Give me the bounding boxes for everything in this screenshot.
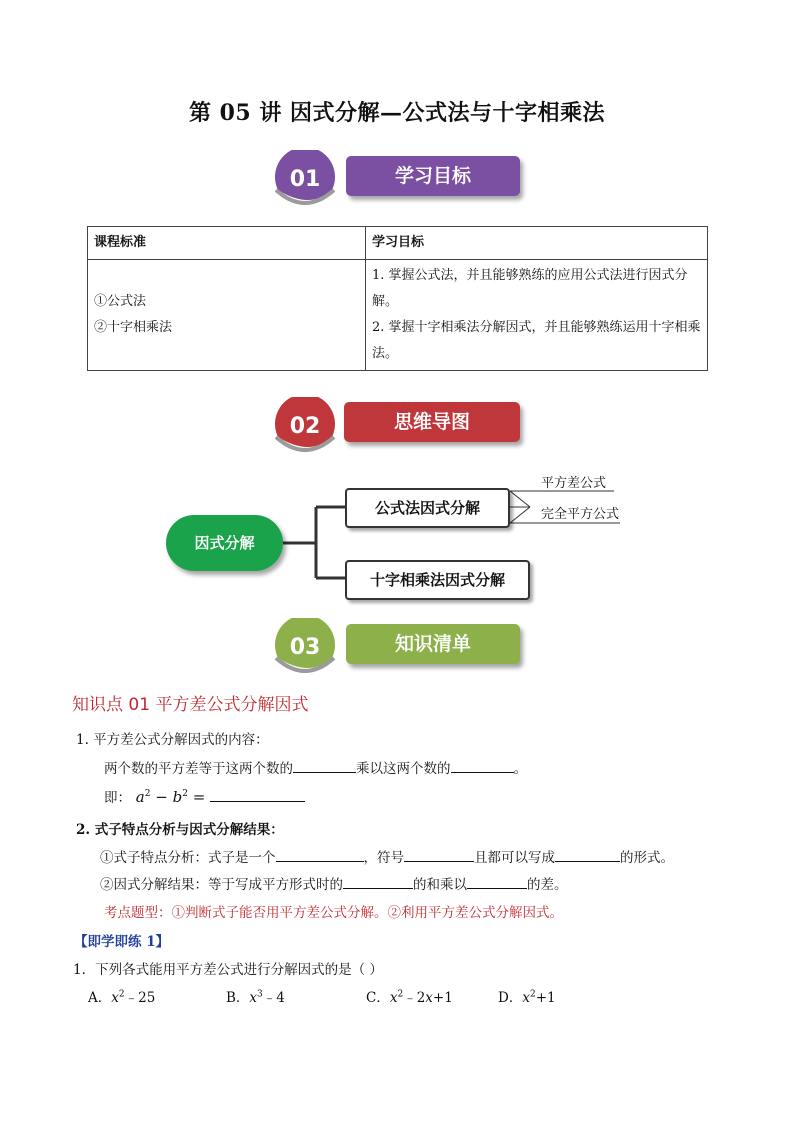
answer-blank bbox=[451, 758, 514, 773]
option-b[interactable]: B．$x^3﹣4$ bbox=[226, 989, 285, 1006]
knowledge-point-title: 知识点 01 平方差公式分解因式 bbox=[72, 695, 309, 715]
section-badge-02 bbox=[270, 397, 530, 461]
section-number: 02 bbox=[289, 414, 321, 439]
list-item: 2. 掌握十字相乘法分解因式，并且能够熟练运用十字相乘法。 bbox=[372, 320, 701, 361]
table-cell bbox=[366, 260, 708, 371]
mindmap-leaf-difference-of-squares: 平方差公式 bbox=[541, 476, 607, 491]
answer-blank bbox=[467, 874, 527, 889]
section-number: 01 bbox=[289, 167, 321, 192]
section-label: 知识清单 bbox=[346, 624, 520, 664]
question-2-analysis: ①式子特点分析：式子是一个 ，符号 且都可以写成 的形式。 bbox=[100, 846, 674, 866]
question-2: 2. 式子特点分析与因式分解结果： bbox=[76, 822, 284, 838]
page-title: 第 05 讲 因式分解—公式法与十字相乘法 bbox=[188, 100, 606, 126]
table-header: 课程标准 bbox=[88, 227, 366, 260]
section-label: 思维导图 bbox=[344, 402, 520, 442]
section-number: 03 bbox=[289, 635, 321, 660]
section-label: 学习目标 bbox=[346, 156, 520, 196]
answer-blank bbox=[404, 847, 474, 862]
mindmap-branch-formula: 公式法因式分解 bbox=[345, 488, 510, 528]
answer-blank bbox=[210, 787, 305, 802]
list-item: ②十字相乘法 bbox=[94, 320, 173, 335]
goals-table bbox=[87, 226, 708, 371]
question-2-result: ②因式分解结果：等于写成平方形式时的 的和乘以 的差。 bbox=[100, 873, 568, 893]
practice-question: 1．下列各式能用平方差公式进行分解因式的是（ ） bbox=[73, 962, 383, 978]
table-cell bbox=[88, 260, 366, 371]
question-1-statement: 两个数的平方差等于这两个数的 乘以这两个数的 。 bbox=[104, 757, 527, 777]
option-c[interactable]: C．$x^2﹣2x+1$ bbox=[366, 989, 453, 1006]
list-item: ①公式法 bbox=[94, 294, 147, 309]
practice-title: 【即学即练 1】 bbox=[74, 934, 170, 950]
answer-blank bbox=[343, 874, 413, 889]
mindmap-leaf-perfect-square: 完全平方公式 bbox=[541, 507, 620, 522]
section-badge-03 bbox=[270, 618, 530, 682]
answer-blank bbox=[276, 847, 364, 862]
exam-note: 考点题型：①判断式子能否用平方差公式分解。②利用平方差公式分解因式。 bbox=[104, 905, 563, 921]
answer-blank bbox=[293, 758, 356, 773]
table-header: 学习目标 bbox=[366, 227, 708, 260]
list-item: 1. 掌握公式法，并且能够熟练的应用公式法进行因式分解。 bbox=[372, 268, 688, 309]
question-1: 1. 平方差公式分解因式的内容： bbox=[76, 732, 269, 748]
answer-blank bbox=[555, 847, 620, 862]
mindmap-root-label: 因式分解 bbox=[194, 534, 255, 552]
option-d[interactable]: D．$x^2+1$ bbox=[498, 989, 556, 1006]
option-a[interactable]: A．$x^2﹣25$ bbox=[88, 989, 156, 1006]
question-1-formula: 即： $a^2 - b^2$ = bbox=[104, 786, 305, 806]
mindmap-branch-cross: 十字相乘法因式分解 bbox=[345, 560, 530, 600]
section-badge-01 bbox=[270, 150, 530, 214]
